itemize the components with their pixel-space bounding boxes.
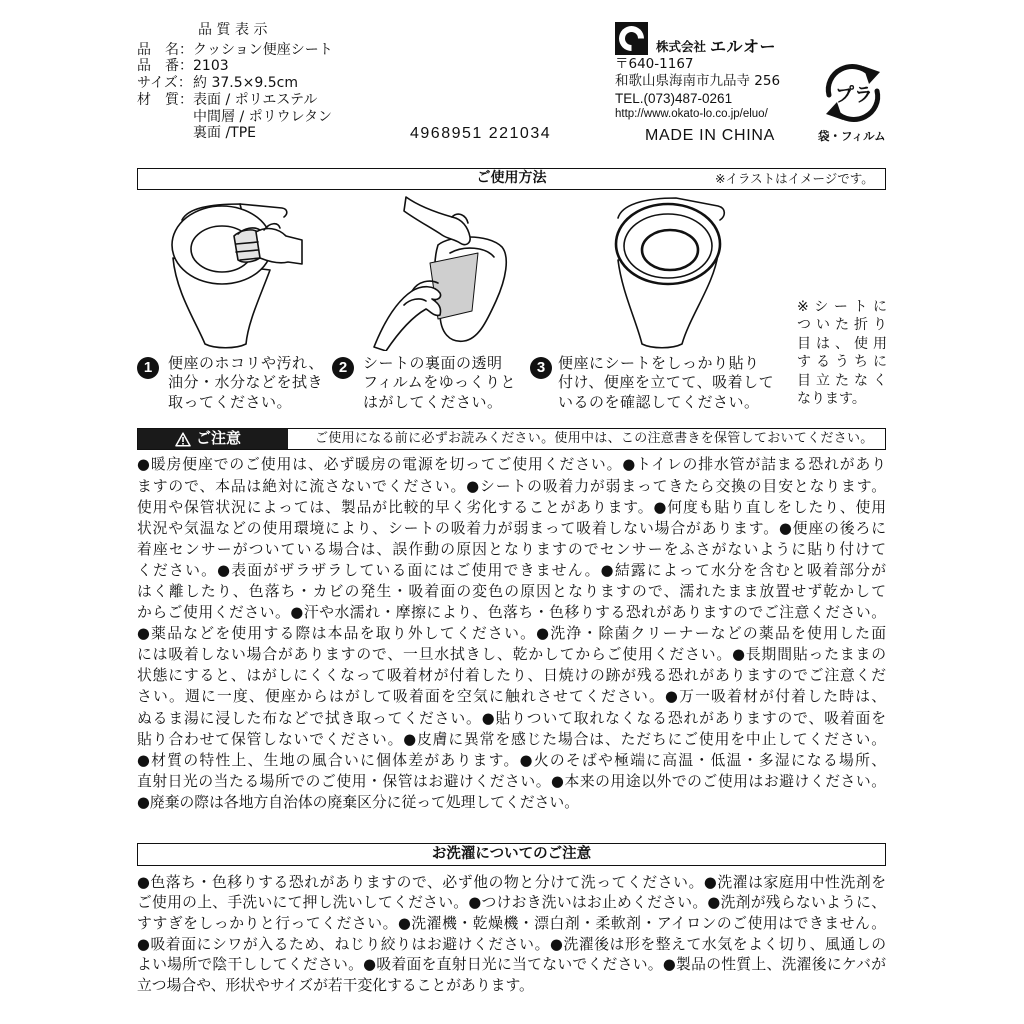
company-prefix: 株式会社 [656,39,707,54]
step-line: シートの裏面の透明 [363,353,503,372]
company-url: http://www.okato-lo.co.jp/eluo/ [615,108,768,120]
illustration-peel-film [368,193,516,351]
caution-line: 貼り合わせて保管しないでください。●皮膚に異常を感じた場合は、ただちにご使用を中止してください。 [137,730,886,748]
caution-section-header [137,428,886,450]
quality-row-product-name [137,42,333,59]
company-postal-code: 〒640-1167 [615,55,694,72]
plastic-recycle-icon [820,62,886,124]
company-address: 和歌山県海南市九品寺 256 [615,72,781,89]
company-phone: TEL.(073)487-0261 [615,90,733,106]
caution-line: ●暖房便座でのご使用は、必ず暖房の電源を切ってご使用ください。●トイレの排水管が詰まる恐れがあり [137,456,886,474]
quality-row-material-middle [137,109,333,126]
quality-row-label: 品 番： [137,58,193,75]
quality-row-value: 約 37.5×9.5cm [193,75,298,92]
usage-section-header [137,168,886,190]
caution-line: ぬるま湯に浸した布などで拭き取ってください。●貼りついて取れなくなる恐れがありますので、吸着面を [137,709,886,727]
quality-row-label: サイズ： [137,75,192,92]
laundry-line: すすぎをしっかりと行ってください。●洗濯機・乾燥機・漂白剤・柔軟剤・アイロンのご使用はできません。 [137,914,886,932]
quality-row-label: 材 質： [137,91,193,108]
laundry-body [137,873,886,997]
quality-row-value: 中間層 / ポリウレタン [193,108,333,125]
step-1-text [168,354,324,413]
quality-row-label: 品 名： [137,41,193,58]
usage-section-title: ご使用方法 [476,170,547,186]
laundry-section-title: お洗濯についてのご注意 [431,846,592,862]
fold-crease-note [797,298,887,410]
caution-line: ●薬品などを使用する際は本品を取り外してください。●洗浄・除菌クリーナーなどの薬品を使用した面 [137,625,886,643]
step-line: いるのを確認してください。 [558,392,760,411]
plastic-recycle-mark-text: プラ [834,84,874,106]
caution-title: ご注意 [196,429,242,447]
laundry-line: よい場所で陰干ししてください。●吸着面を直射日光に当てないでください。●製品の性質上、洗濯後にケバが [137,956,886,974]
step-line: フィルムをゆっくりと [363,373,517,391]
caution-line: 状態にすると、はがしにくくなって吸着材が付着したり、日焼けの跡が残る恐れがありますのでご注意くだ [137,667,886,685]
caution-line: からご使用ください。●汗や水濡れ・摩擦により、色落ち・色移りする恐れがありますのでご注意ください。 [137,604,886,622]
quality-label-table [137,42,333,143]
caution-line: ますので、本品は絶対に流さないでください。●シートの吸着力が弱まってきたら交換の目安となります。 [137,477,886,495]
step-3-number-badge: 3 [530,357,552,379]
caution-line: 着座センサーがついている場合は、誤作動の原因となりますのでセンサーをふさがないように貼り付けて [137,540,886,558]
quality-row-size [137,75,333,92]
step-line: 便座にシートをしっかり貼り [558,353,760,372]
caution-line: ●材質の特性上、生地の風合いに個体差があります。●火のそばや極端に高温・低温・多湿になる場所、 [137,751,886,769]
quality-row-material [137,92,333,109]
caution-line: ください。●表面がザラザラしている面にはご使用できません。●結露によって水分を含むと吸着部分が [137,561,886,579]
fold-note-line: するうちに [797,354,887,371]
quality-row-value: 表面 / ポリエステル [193,91,318,108]
company-logo-icon [615,22,648,55]
step-line: 取ってください。 [168,392,293,411]
quality-row-material-back [137,125,333,142]
recycle-caption: 袋・フィルム [818,129,886,143]
step-line: 付け、便座を立てて、吸着して [558,373,775,391]
step-3-text [558,354,774,413]
illustration-note: ※イラストはイメージです。 [715,171,874,186]
warning-icon [175,432,191,447]
caution-line: はく離したり、色落ち・カビの発生・吸着面の変色の原因となりますので、濡れたまま放置せず乾かして [137,583,886,600]
fold-note-line: なります。 [797,391,866,408]
step-2-number-badge: 2 [332,357,354,379]
fold-note-line: 目は、使用 [797,335,887,352]
illustration-seat-attached [606,192,734,350]
step-line: 油分・水分などを拭き [168,373,324,391]
fold-note-line: ※シートに [797,298,887,315]
caution-line: さい。週に一度、便座からはがして吸着面を空気に触れさせてください。●万一吸着材が付着した時は、 [137,688,886,706]
illustration-wipe-seat [160,192,305,350]
laundry-line: ●吸着面にシワが入るため、ねじり絞りはお避けください。●洗濯後は形を整えて水気をよく切り、風通しの [137,935,886,953]
fold-note-line: 目立たなく [797,372,887,389]
quality-label-title: 品質表示 [198,22,272,38]
laundry-section-header [137,843,886,866]
caution-line: 直射日光の当たる場所でのご使用・保管はお避けください。●本来の用途以外でのご使用はお避けください。 [137,772,886,790]
quality-row-value: 裏面 /TPE [193,125,257,142]
barcode-number: 4968951 221034 [410,125,552,142]
quality-row-value: クッション便座シート [193,41,333,58]
quality-row-value: 2103 [193,58,229,75]
step-line: 便座のホコリや汚れ、 [168,353,324,372]
laundry-line: 立つ場合や、形状やサイズが若干変化することがあります。 [137,976,534,994]
fold-note-line: ついた折り [797,317,887,334]
caution-line: 使用や保管状況によっては、製品が比較的早く劣化することがあります。●何度も貼り直しをしたり、使用 [137,498,886,516]
country-of-origin: MADE IN CHINA [645,127,775,144]
step-2-text [363,354,516,413]
company-name: エルオー [710,37,777,56]
caution-body [137,454,886,813]
step-line: はがしてください。 [363,392,503,411]
laundry-line: ご使用の上、手洗いにて押し洗いしてください。●つけおき洗いはお止めください。●洗剤が残らないように、 [137,894,886,912]
caution-line: ●廃棄の際は各地方自治体の廃棄区分に従って処理してください。 [137,793,580,811]
laundry-line: ●色落ち・色移りする恐れがありますので、必ず他の物と分けて洗ってください。●洗濯は家庭用中性洗剤を [137,873,886,891]
caution-subtitle: ご使用になる前に必ずお読みください。使用中は、この注意書きを保管しておいてください。 [315,431,874,446]
caution-line: 状況や気温などの使用環境により、シートの吸着力が弱まって吸着しない場合があります。●便座の後ろに [137,519,886,537]
caution-title-block [138,429,288,449]
quality-row-product-number [137,58,333,75]
caution-line: には吸着しない場合がありますので、一旦水拭きし、乾かしてからご使用ください。●長期間貼ったままの [137,646,886,664]
step-1-number-badge: 1 [137,357,159,379]
